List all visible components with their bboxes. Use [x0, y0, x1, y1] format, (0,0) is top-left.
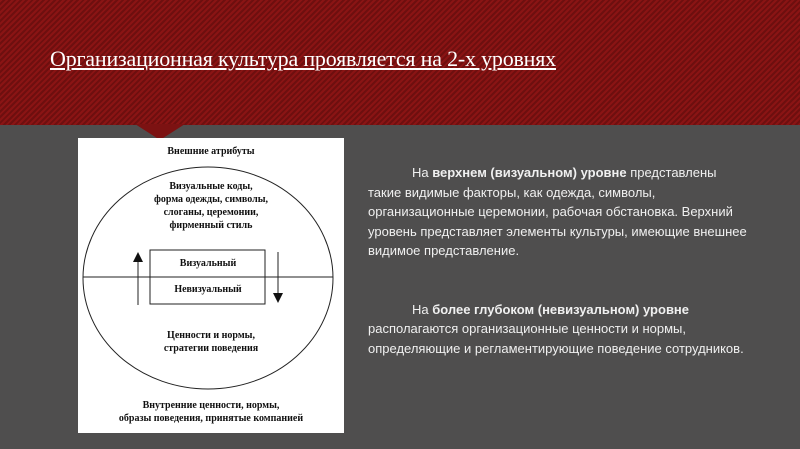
outer-attributes-label: Внешние атрибуты: [167, 146, 255, 157]
internal-values-line: образы поведения, принятые компанией: [118, 413, 304, 424]
p1-prefix: На: [412, 165, 433, 180]
p1-rest: представлены такие видимые факторы, как одежда, символы, организационные церемонии, рабочая обстановка. Верхний уровень представляет элементы культуры, имеющие внешнее видимое представление.: [368, 165, 747, 258]
p2-rest: располагаются организационные ценности и нормы, определяющие и регламентирующие поведение сотрудников.: [368, 321, 744, 356]
internal-values-label: [78, 399, 344, 425]
visual-codes-line: Визуальные коды,: [169, 181, 253, 192]
values-label: [78, 329, 344, 355]
visual-codes-line: фирменный стиль: [169, 220, 253, 231]
paragraph-visual-level: [368, 163, 748, 261]
culture-levels-diagram: [78, 138, 344, 433]
paragraph-nonvisual-level: [368, 300, 748, 359]
p2-bold: более глубоком (невизуальном) уровне: [432, 301, 690, 317]
values-line: стратегии поведения: [163, 343, 259, 354]
visual-codes-label: [78, 180, 344, 232]
p2-prefix: На: [412, 301, 433, 317]
visual-codes-line: форма одежды, символы,: [153, 194, 269, 205]
visual-level-label: Визуальный: [179, 258, 237, 269]
p1-bold: верхнем (визуальном) уровне: [432, 165, 627, 180]
nonvisual-level-label: Невизуальный: [174, 284, 242, 295]
slide-title: Организационная культура проявляется на 2-х уровнях: [50, 46, 556, 71]
internal-values-line: Внутренние ценности, нормы,: [142, 400, 280, 411]
visual-codes-line: слоганы, церемонии,: [163, 207, 259, 218]
description-text: [368, 163, 748, 358]
values-line: Ценности и нормы,: [167, 330, 255, 341]
